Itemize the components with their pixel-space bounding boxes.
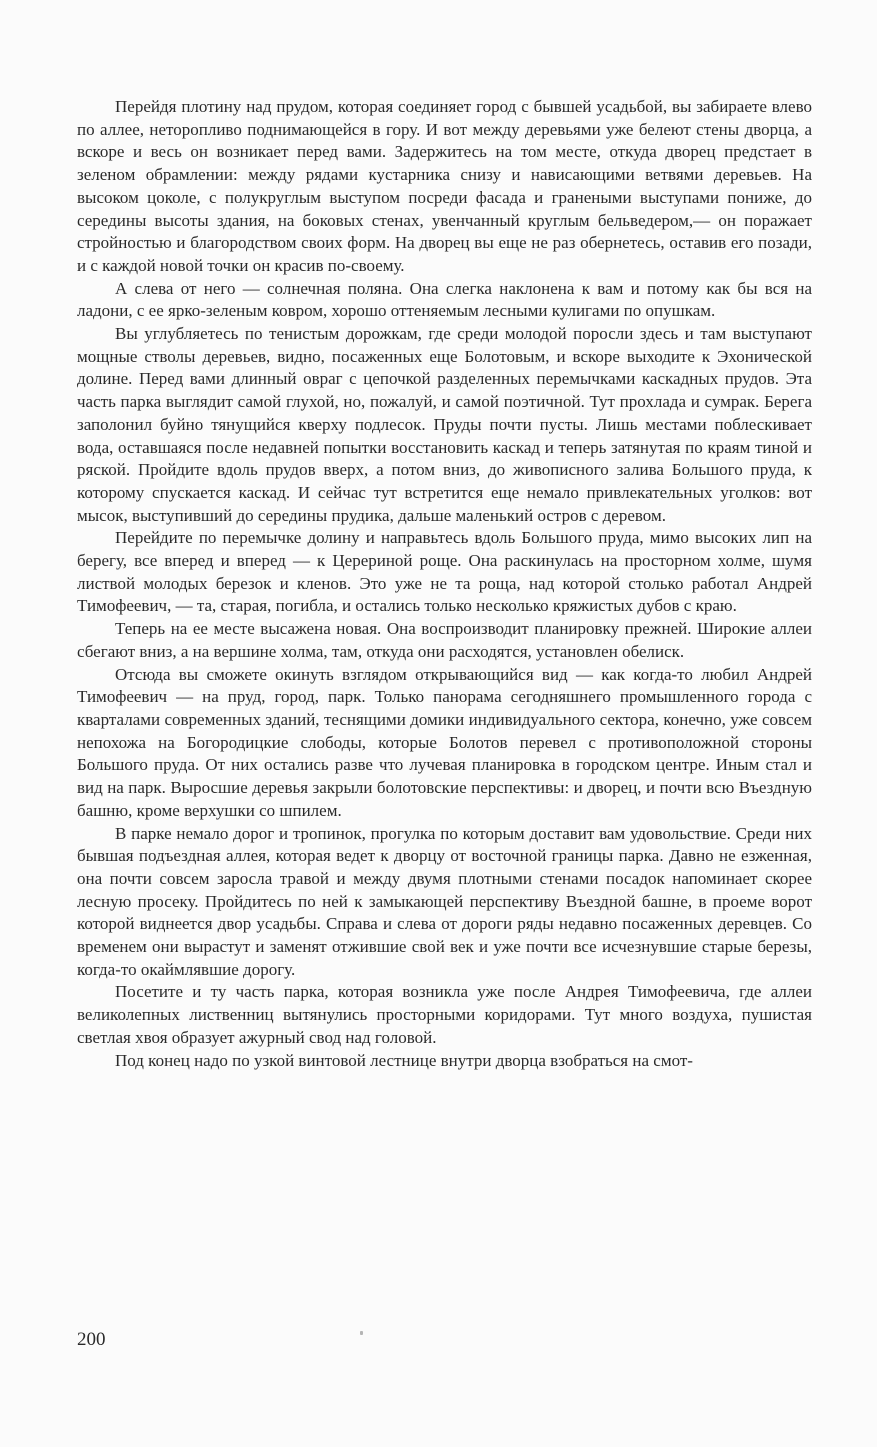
paragraph-2: А слева от него — солнечная поляна. Она слегка наклонена к вам и потому как бы вся на ладони, с ее ярко-зеленым ковром, хорошо оттеняемым лесными кулигами по опушкам. xyxy=(77,278,812,321)
scan-speck xyxy=(360,1331,363,1335)
paragraph-9: Под конец надо по узкой винтовой лестнице внутри дворца взобраться на смот- xyxy=(115,1050,693,1070)
paragraph-1: Перейдя плотину над прудом, которая соединяет город с бывшей усадьбой, вы забираете влево по аллее, неторопливо поднимающейся в гору. И вот между деревьями уже белеют стены дворца, а вскоре и весь он возникает перед вами. Задержитесь на том месте, откуда дворец предстает в зеленом обрамлении: между рядами кустарника снизу и нависающими ветвями деревьев. На высоком цоколе, с полукруглым выступом посреди фасада и гранеными выступами пониже, до середины высоты здания, на боковых стенах, увенчанный круглым бельведером,— он поражает стройностью и благородством своих форм. На дворец вы еще не раз обернетесь, оставив его позади, и с каждой новой точки он красив по-своему. xyxy=(77,97,812,275)
paragraph-4: Перейдите по перемычке долину и направьтесь вдоль Большого пруда, мимо высоких лип на берегу, все вперед и вперед — к Церериной роще. Она раскинулась на просторном холме, шумя листвой молодых березок и кленов. Это уже не та роща, над которой столько работал Андрей Тимофеевич, — та, старая, погибла, и остались только несколько кряжистых дубов с краю. xyxy=(77,528,812,616)
page-number: 200 xyxy=(77,1329,106,1350)
paragraph-8: Посетите и ту часть парка, которая возникла уже после Андрея Тимофеевича, где аллеи великолепных лиственниц вытянулись просторными коридорами. Тут много воздуха, пушистая светлая хвоя образует ажурный свод над головой. xyxy=(77,982,812,1047)
paragraph-3: Вы углубляетесь по тенистым дорожкам, где среди молодой поросли здесь и там выступают мощные стволы деревьев, видно, посаженных еще Болотовым, и вскоре выходите к Эхонической долине. Перед вами длинный овраг с цепочкой разделенных перемычками каскадных прудов. Эта часть парка выглядит самой глухой, но, пожалуй, и самой поэтичной. Тут прохлада и сумрак. Берега заполонил буйно тянущийся кверху подлесок. Пруды почти пусты. Лишь местами поблескивает вода, оставшаяся после недавней попытки восстановить каскад и теперь затянутая по краям тиной и ряской. Пройдите вдоль прудов вверх, а потом вниз, до живописного залива Большого пруда, к которому спускается каскад. И сейчас тут встретится еще немало привлекательных уголков: вот мысок, выступивший до середины прудика, дальше маленький остров с деревом. xyxy=(77,324,812,525)
paragraph-6: Отсюда вы сможете окинуть взглядом открывающийся вид — как когда-то любил Андрей Тимофеевич — на пруд, город, парк. Только панорама сегодняшнего промышленного города с кварталами современных зданий, теснящими домики индивидуального сектора, конечно, уже совсем непохожа на Богородицкие слободы, которые Болотов перевел с противоположной стороны Большого пруда. От них остались разве что лучевая планировка в городском центре. Иным стал и вид на парк. Выросшие деревья закрыли болотовские перспективы: и дворец, и почти всю Въездную башню, кроме верхушки со шпилем. xyxy=(77,664,812,820)
paragraph-7: В парке немало дорог и тропинок, прогулка по которым доставит вам удовольствие. Среди них бывшая подъездная аллея, которая ведет к дворцу от восточной границы парка. Давно не езженная, она почти совсем заросла травой и между двумя плотными стенами посадок напоминает скорее лесную просеку. Пройдитесь по ней к замыкающей перспективу Въездной башне, в проеме ворот которой виднеется двор усадьбы. Справа и слева от дороги ряды недавно посаженных деревцев. Со временем они вырастут и заменят отжившие свой век и уже почти все исчезнувшие старые березы, когда-то окаймлявшие дорогу. xyxy=(77,823,812,979)
body-text xyxy=(77,96,812,1072)
paragraph-5: Теперь на ее месте высажена новая. Она воспроизводит планировку прежней. Широкие аллеи сбегают вниз, а на вершине холма, там, откуда они расходятся, установлен обелиск. xyxy=(77,619,812,661)
